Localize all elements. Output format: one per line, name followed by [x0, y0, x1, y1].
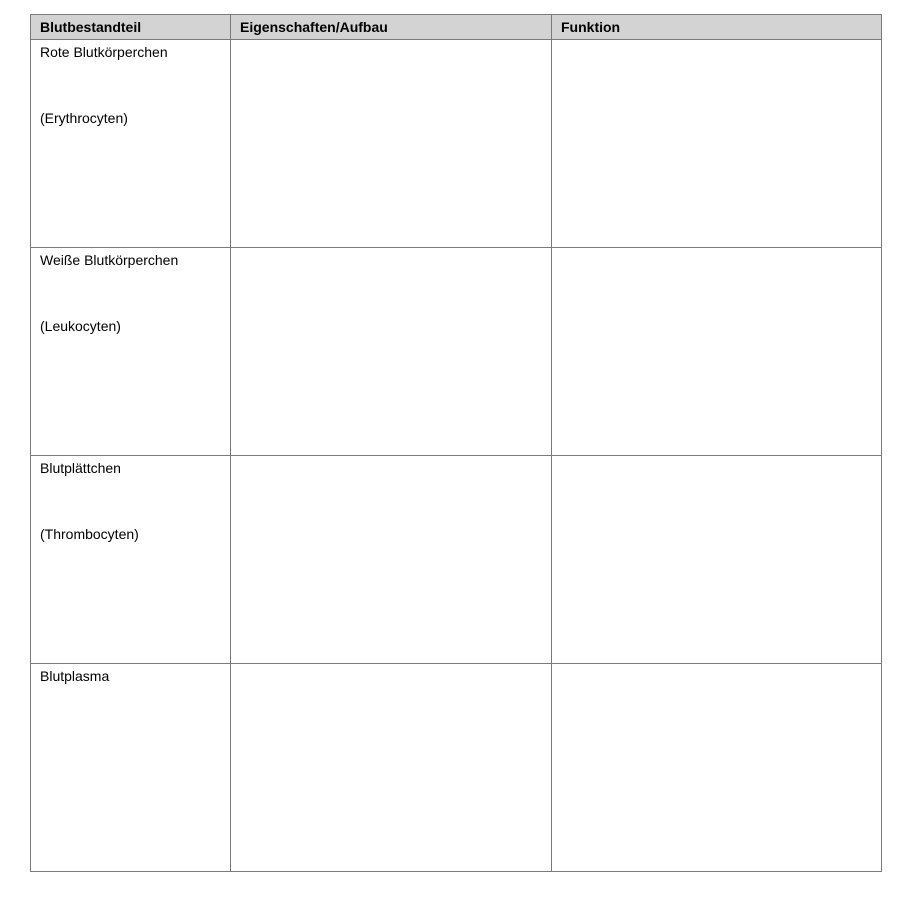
component-latin-name: (Erythrocyten)	[40, 110, 128, 126]
table-row	[31, 456, 882, 664]
properties-cell[interactable]	[231, 664, 552, 872]
function-cell[interactable]	[552, 248, 882, 456]
component-latin-name: (Thrombocyten)	[40, 526, 139, 542]
function-cell[interactable]	[552, 456, 882, 664]
header-eigenschaften-aufbau: Eigenschaften/Aufbau	[231, 15, 552, 40]
table-row	[31, 248, 882, 456]
component-name: Blutplasma	[40, 668, 110, 684]
properties-cell[interactable]	[231, 40, 552, 248]
table-row	[31, 664, 882, 872]
component-name: Weiße Blutkörperchen	[40, 252, 179, 268]
table-row	[31, 40, 882, 248]
component-latin-name: (Leukocyten)	[40, 318, 121, 334]
function-cell[interactable]	[552, 664, 882, 872]
component-cell	[31, 664, 231, 872]
header-funktion: Funktion	[552, 15, 882, 40]
component-name: Rote Blutkörperchen	[40, 44, 168, 60]
blood-components-table	[30, 14, 882, 872]
worksheet	[30, 14, 881, 872]
component-cell	[31, 456, 231, 664]
function-cell[interactable]	[552, 40, 882, 248]
component-cell	[31, 40, 231, 248]
properties-cell[interactable]	[231, 456, 552, 664]
component-name: Blutplättchen	[40, 460, 121, 476]
properties-cell[interactable]	[231, 248, 552, 456]
component-cell	[31, 248, 231, 456]
header-blutbestandteil: Blutbestandteil	[31, 15, 231, 40]
header-row	[31, 15, 882, 40]
